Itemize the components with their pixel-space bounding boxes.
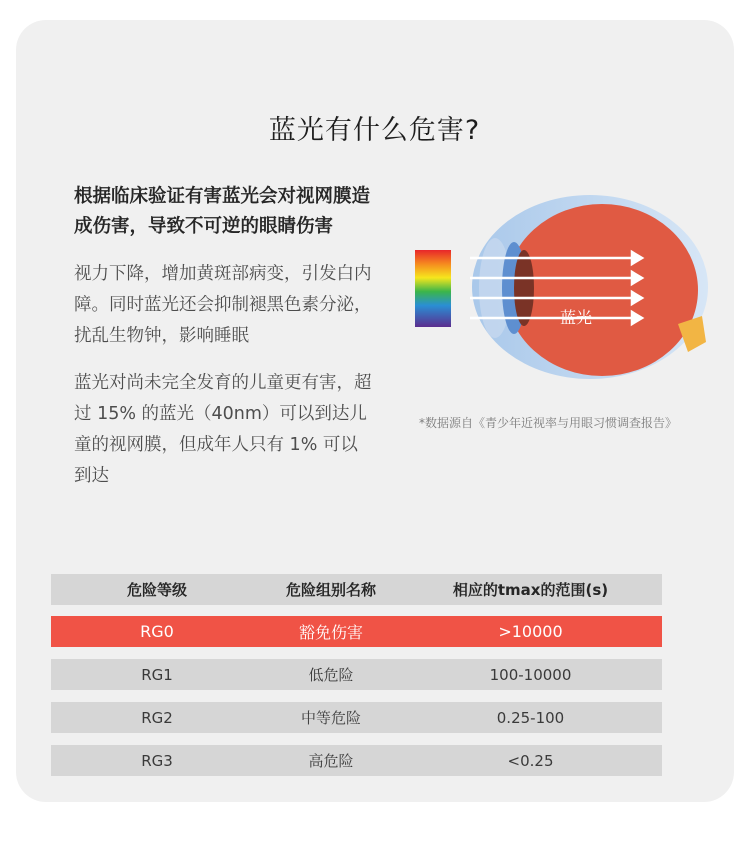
cell-group: 低危险 (308, 666, 354, 684)
pupil-shadow (514, 250, 534, 326)
eye-diagram (410, 192, 710, 387)
cell-level: RG3 (141, 751, 173, 770)
eyeball (506, 204, 698, 376)
page-title: 蓝光有什么危害? (268, 115, 481, 146)
cell-range: >10000 (498, 622, 563, 641)
cell-range: <0.25 (507, 751, 554, 770)
cell-group: 豁免伤害 (298, 623, 363, 642)
blue-light-label: 蓝光 (560, 308, 593, 327)
lead-text: 根据临床验证有害蓝光会对视网膜造成伤害，导致不可逆的眼睛伤害 (74, 186, 371, 237)
risk-table (51, 574, 662, 788)
header-group-name: 危险组别名称 (285, 581, 376, 599)
table-row (51, 659, 662, 690)
cell-group: 高危险 (308, 752, 354, 770)
data-source-note: *数据源自《青少年近视率与用眼习惯调查报告》 (419, 416, 678, 430)
cell-range: 0.25-100 (496, 708, 565, 727)
header-risk-level: 危险等级 (126, 581, 187, 599)
cell-level: RG2 (141, 708, 173, 727)
cell-level: RG1 (141, 665, 173, 684)
cell-level: RG0 (140, 622, 174, 641)
table-row (51, 702, 662, 733)
table-header (51, 574, 662, 605)
children-paragraph: 蓝光对尚未完全发育的儿童更有害，超过 15% 的蓝光（40nm）可以到达儿童的视网膜，但成年人只有 1% 可以到达 (74, 373, 372, 486)
cell-range: 100-10000 (489, 665, 572, 684)
light-spectrum-bar (415, 250, 451, 327)
harm-paragraph: 视力下降，增加黄斑部病变，引发白内障。同时蓝光还会抑制褪黑色素分泌，扰乱生物钟，影响睡眠 (74, 264, 372, 346)
table-row (51, 616, 662, 647)
header-tmax-range: 相应的tmax的范围(s) (452, 581, 609, 599)
cell-group: 中等危险 (300, 709, 361, 727)
table-row (51, 745, 662, 776)
